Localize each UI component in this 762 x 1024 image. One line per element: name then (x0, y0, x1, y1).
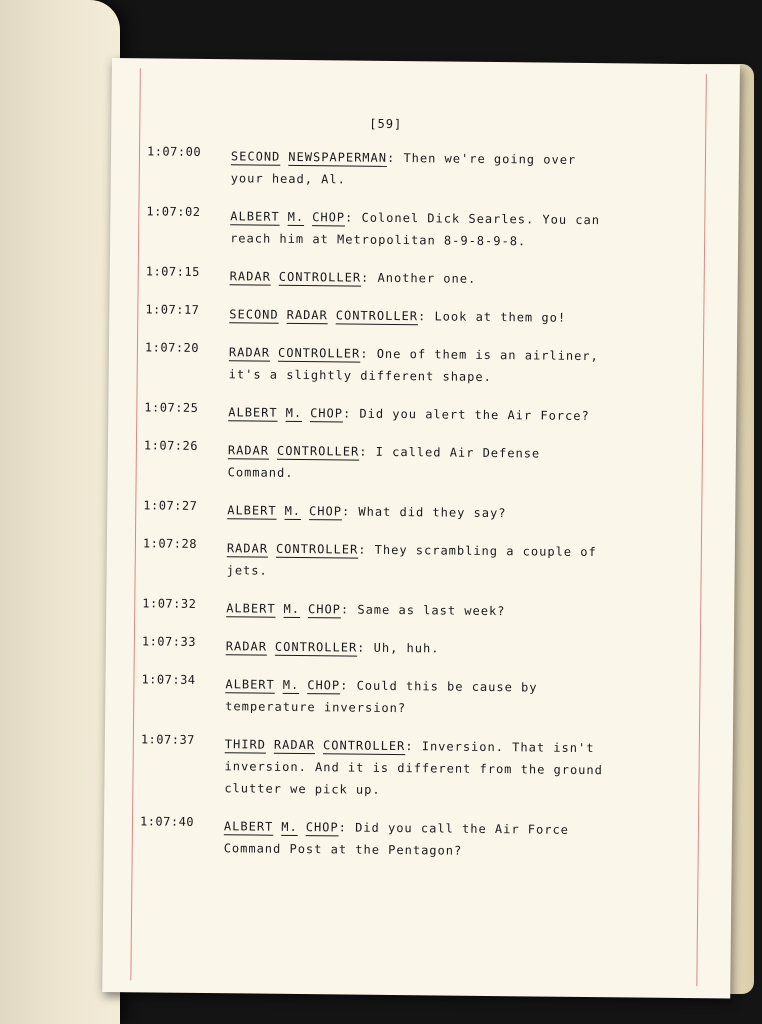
speech-text: : I called Air Defense Command. (227, 444, 541, 480)
speaker-word: CHOP (307, 678, 341, 693)
speaker-name (224, 819, 339, 834)
speaker-word: M. (281, 819, 298, 834)
speaker-word: CHOP (305, 820, 339, 835)
transcript-entry (140, 814, 610, 863)
transcript-entry (142, 596, 612, 623)
speech-text: : Did you call the Air Force Command Post at the Pentagon? (223, 820, 570, 858)
speech-block (224, 815, 610, 863)
speech-text: : One of them is an airliner, it's a slightly different shape. (228, 346, 599, 384)
speech-text: : Look at them go! (417, 309, 567, 325)
speaker-word: SECOND (229, 307, 279, 322)
speaker-word: CONTROLLER (274, 639, 358, 655)
timestamp: 1:07:17 (145, 302, 200, 317)
speaker-name (226, 639, 358, 654)
speaker-word: THIRD (224, 737, 267, 752)
speaker-word: RADAR (286, 307, 328, 323)
facing-left-page (0, 0, 120, 1024)
speaker-word: RADAR (227, 443, 270, 458)
speech-block (229, 341, 615, 389)
speech-text: : Colonel Dick Searles. You can reach him at Metropolitan 8-9-8-9-8. (230, 210, 601, 249)
transcript-page (102, 58, 740, 999)
timestamp: 1:07:26 (143, 438, 199, 453)
speaker-word: CHOP (309, 504, 343, 519)
speaker-word: CHOP (307, 602, 342, 617)
speech-block (229, 303, 615, 329)
speaker-word: M. (287, 209, 305, 225)
speaker-word: CONTROLLER (278, 269, 362, 285)
speaker-word: CONTROLLER (276, 443, 360, 459)
speech-text: : Inversion. That isn't inversion. And it is different from the ground clutter we pick up. (224, 739, 603, 797)
speech-block (227, 537, 613, 585)
transcript-entry (140, 732, 611, 803)
right-margin-rule (696, 74, 707, 986)
speaker-word: CONTROLLER (275, 541, 359, 557)
speaker-name (226, 601, 341, 616)
speaker-name (230, 209, 345, 224)
speech-block (230, 205, 616, 253)
speech-block (224, 733, 611, 803)
speech-block (228, 439, 614, 487)
transcript-entry (145, 340, 615, 389)
transcript-entry (146, 264, 616, 291)
timestamp: 1:07:34 (141, 672, 196, 687)
transcript-entry (144, 438, 614, 487)
speaker-name (231, 149, 387, 165)
speaker-word: ALBERT (230, 209, 280, 224)
speaker-word: CHOP (312, 210, 346, 225)
speaker-word: CONTROLLER (277, 345, 361, 361)
speech-block (226, 597, 612, 623)
speech-text: : Uh, huh. (357, 640, 440, 656)
speaker-name (225, 677, 340, 692)
speaker-name (227, 503, 342, 518)
transcript-entries (139, 144, 617, 879)
speech-block (228, 401, 614, 427)
speech-text: : Could this be cause by temperature inversion? (225, 678, 538, 716)
transcript-entry (143, 536, 613, 585)
speaker-name (229, 345, 361, 360)
timestamp: 1:07:28 (142, 536, 198, 551)
speaker-word: M. (283, 601, 301, 616)
speaker-word: M. (282, 677, 300, 692)
timestamp: 1:07:32 (142, 596, 197, 611)
speech-block (231, 145, 617, 193)
speech-block (225, 673, 611, 721)
speech-block (230, 265, 616, 291)
speaker-word: M. (284, 503, 302, 519)
timestamp: 1:07:20 (144, 340, 200, 355)
speaker-word: ALBERT (225, 677, 275, 692)
speech-text: : What did they say? (341, 504, 507, 521)
speaker-word: RADAR (225, 639, 268, 654)
speaker-word: ALBERT (228, 405, 278, 420)
speaker-word: NEWSPAPERMAN (288, 149, 388, 165)
speaker-name (225, 737, 406, 753)
transcript-entry (147, 144, 617, 193)
speaker-name (230, 269, 362, 284)
speaker-name (228, 443, 360, 458)
speech-text: : Then we're going over your head, Al. (230, 150, 577, 187)
speech-block (226, 635, 612, 661)
timestamp: 1:07:33 (141, 634, 197, 649)
speaker-word: ALBERT (223, 819, 274, 834)
speaker-name (229, 307, 418, 323)
page-number: [59] (369, 116, 403, 132)
transcript-entry (143, 498, 613, 525)
speaker-word: CHOP (310, 406, 344, 421)
speaker-word: RADAR (226, 541, 269, 556)
speech-block (227, 499, 613, 525)
transcript-entry (146, 204, 616, 253)
timestamp: 1:07:40 (139, 814, 195, 829)
timestamp: 1:07:37 (140, 732, 196, 747)
timestamp: 1:07:15 (145, 264, 200, 279)
speaker-word: ALBERT (226, 601, 276, 616)
transcript-entry (142, 634, 612, 661)
speech-text: : Another one. (361, 270, 477, 286)
speaker-word: SECOND (230, 149, 281, 164)
timestamp: 1:07:27 (143, 498, 198, 513)
transcript-entry (145, 302, 615, 329)
speaker-name (227, 541, 359, 556)
speaker-name (228, 405, 343, 420)
transcript-entry (144, 400, 614, 427)
speech-text: : Same as last week? (340, 602, 506, 619)
timestamp: 1:07:25 (144, 400, 199, 415)
speaker-word: RADAR (229, 269, 271, 284)
speaker-word: RADAR (273, 737, 316, 753)
transcript-entry (141, 672, 611, 721)
speaker-word: RADAR (228, 345, 271, 360)
timestamp: 1:07:02 (146, 204, 201, 219)
speaker-word: ALBERT (227, 503, 277, 518)
timestamp: 1:07:00 (146, 144, 202, 159)
speech-text: : Did you alert the Air Force? (342, 406, 590, 424)
speaker-word: CONTROLLER (322, 738, 406, 754)
speaker-word: M. (285, 405, 303, 421)
speaker-word: CONTROLLER (335, 308, 419, 324)
speech-text: : They scrambling a couple of jets. (226, 542, 597, 578)
